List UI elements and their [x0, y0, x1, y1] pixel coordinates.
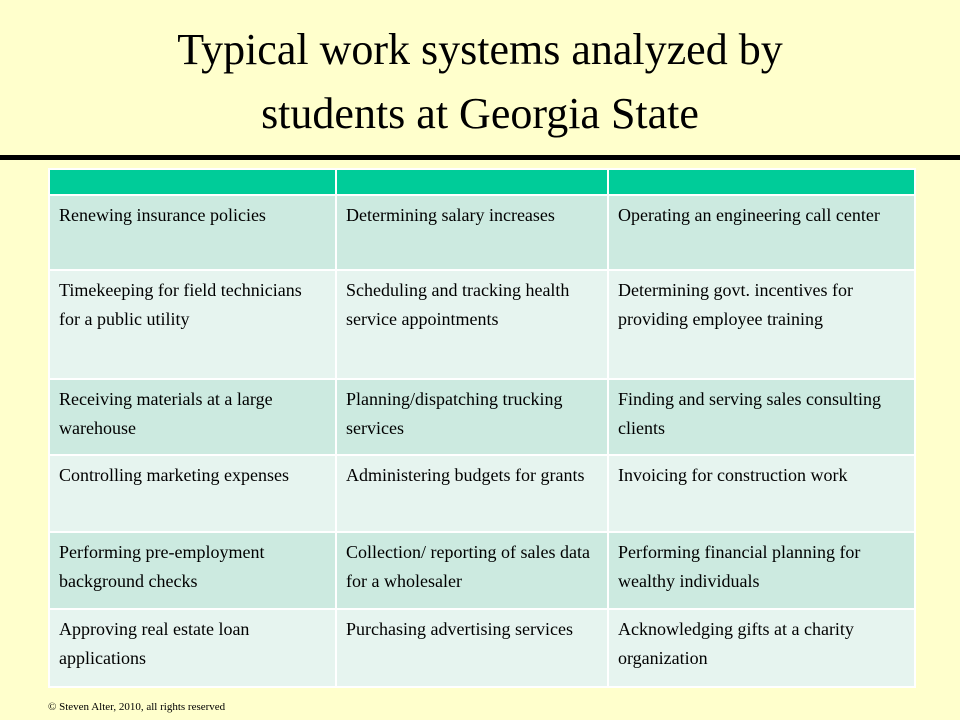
table-cell: Determining salary increases	[336, 195, 608, 270]
table-cell: Performing pre-employment background checks	[49, 532, 336, 609]
table-row	[49, 270, 915, 379]
table-cell: Purchasing advertising services	[336, 609, 608, 687]
table-row	[49, 609, 915, 687]
title-divider	[0, 155, 960, 160]
header-cell	[608, 169, 915, 195]
table-cell: Acknowledging gifts at a charity organization	[608, 609, 915, 687]
table-row	[49, 532, 915, 609]
table-row	[49, 379, 915, 455]
table-cell: Administering budgets for grants	[336, 455, 608, 532]
table-cell: Planning/dispatching trucking services	[336, 379, 608, 455]
table-cell: Renewing insurance policies	[49, 195, 336, 270]
work-systems-table	[48, 168, 916, 688]
table-header-row	[49, 169, 915, 195]
table-cell: Collection/ reporting of sales data for a wholesaler	[336, 532, 608, 609]
table-cell: Approving real estate loan applications	[49, 609, 336, 687]
table-row	[49, 455, 915, 532]
slide-title-line-2: students at Georgia State	[261, 89, 699, 138]
header-cell	[49, 169, 336, 195]
table-cell: Performing financial planning for wealthy individuals	[608, 532, 915, 609]
header-cell	[336, 169, 608, 195]
table-cell: Receiving materials at a large warehouse	[49, 379, 336, 455]
copyright-notice: © Steven Alter, 2010, all rights reserved	[48, 701, 226, 713]
slide-title-line-1: Typical work systems analyzed by	[177, 25, 783, 74]
table-row	[49, 195, 915, 270]
table-cell: Operating an engineering call center	[608, 195, 915, 270]
slide-title	[0, 18, 960, 146]
table-cell: Scheduling and tracking health service appointments	[336, 270, 608, 379]
table-cell: Invoicing for construction work	[608, 455, 915, 532]
table-cell: Controlling marketing expenses	[49, 455, 336, 532]
table-cell: Determining govt. incentives for providing employee training	[608, 270, 915, 379]
table-cell: Timekeeping for field technicians for a public utility	[49, 270, 336, 379]
table-cell: Finding and serving sales consulting clients	[608, 379, 915, 455]
